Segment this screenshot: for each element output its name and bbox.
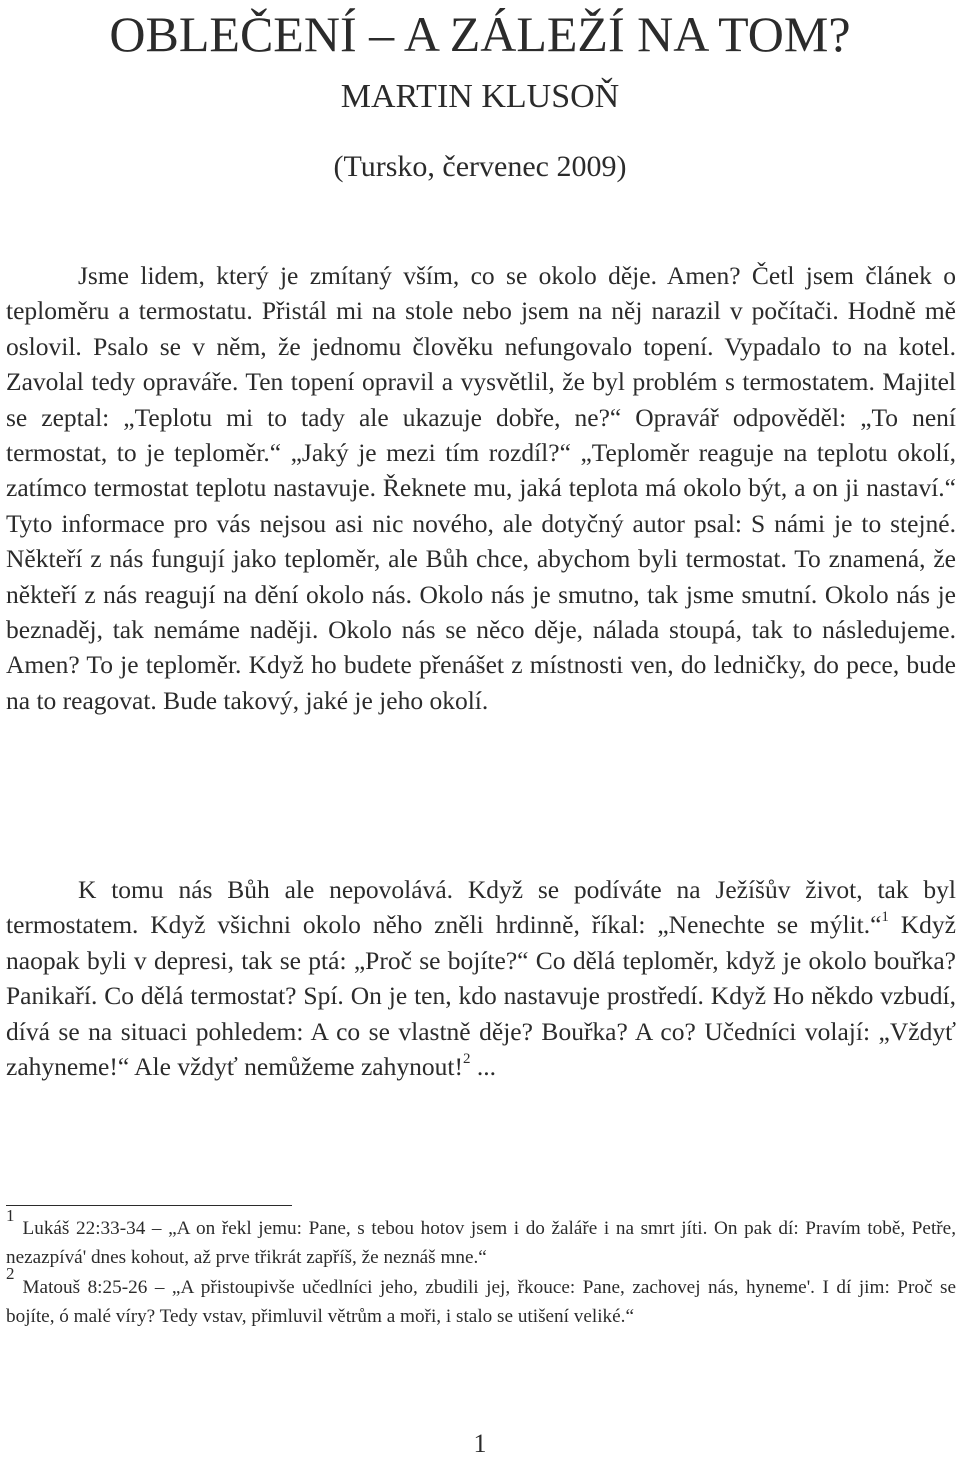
footnote-text-2: Matouš 8:25-26 – „A přistoupivše učedlníci jeho, zbudili jej, řkouce: Pane, zachovej nás, hyneme'. I dí jim: Proč se bojíte, ó malé víry? Tedy vstav, přimluvil větrům a moři, i stalo se utišení veliké.“ bbox=[6, 1276, 956, 1327]
footnote-text-1: Lukáš 22:33-34 – „A on řekl jemu: Pane, s tebou hotov jsem i do žaláře i na smrt jíti. On pak dí: Pravím tobě, Petře, nezazpívá' dnes kohout, až prve třikrát zapříš, že neznáš mne.“ bbox=[6, 1218, 956, 1269]
footnote-reference-2[interactable]: 2 bbox=[462, 1050, 471, 1067]
author-name: MARTIN KLUSOŇ bbox=[340, 78, 620, 115]
page-number: 1 bbox=[473, 1429, 487, 1458]
footnote-1 bbox=[6, 1205, 956, 1273]
body-paragraph-2 bbox=[6, 872, 956, 1084]
body-paragraph-1: Jsme lidem, který je zmítaný vším, co se okolo děje. Amen? Četl jsem článek o teploměru a termostatu. Přistál mi na stole nebo jsem na něj narazil v počítači. Hodně mě oslovil. Psalo se v něm, že jednomu člověku nefungovalo topení. Vypadalo to na kotel. Zavolal tedy opraváře. Ten topení opravil a vysvětlil, že byl problém s termostatem. Majitel se zeptal: „Teplotu mi to tady ale ukazuje dobře, ne?“ Opravář odpověděl: „To není termostat, to je teploměr.“ „Jaký je mezi tím rozdíl?“ „Teploměr reaguje na teplotu okolí, zatímco termostat teplotu nastavuje. Řeknete mu, jaká teplota má okolo být, a on ji nastaví.“ Tyto informace pro vás nejsou asi nic nového, ale dotyčný autor psal: S námi je to stejné. Někteří z nás fungují jako teploměr, ale Bůh chce, abychom byli termostat. To znamená, že někteří z nás reagují na dění okolo nás. Okolo nás je smutno, tak jsme smutní. Okolo nás je beznaděj, tak nemáme naději. Okolo nás se něco děje, nálada stoupá, tak to následujeme. Amen? To je teploměr. Když ho budete přenášet z místnosti ven, do ledničky, do pece, bude na to reagovat. Bude takový, jaké je jeho okolí. bbox=[6, 261, 956, 715]
footnote-mark-2: 2 bbox=[6, 1264, 15, 1284]
paragraph-2-text-part-3: ... bbox=[470, 1052, 496, 1082]
paragraph-2-text-part-2: Když naopak byli v depresi, tak se ptá: „Proč se bojíte?“ Co dělá teploměr, když je okolo bouřka? Panikaří. Co dělá termostat? Spí. On je ten, kdo nastavuje prostředí. Když Ho někdo vzbudí, dívá se na situaci pohledem: A co se vlastně děje? Bouřka? A co? Učedníci volají: „Vždyť zahyneme!“ Ale vždyť nemůžeme zahynout! bbox=[6, 910, 956, 1082]
paragraph-2-text-part-1: K tomu nás Bůh ale nepovolává. Když se podíváte na Ježíšův život, tak byl termostatem. Když všichni okolo něho zněli hrdinně, říkal: „Nenechte se mýlit.“ bbox=[6, 875, 956, 940]
footnote-mark-1: 1 bbox=[6, 1205, 15, 1225]
footnote-2 bbox=[6, 1264, 956, 1332]
footnote-separator bbox=[6, 1205, 292, 1206]
footnotes bbox=[6, 1205, 956, 1331]
place-date: (Tursko, červenec 2009) bbox=[333, 150, 627, 183]
page-title: OBLEČENÍ – A ZÁLEŽÍ NA TOM? bbox=[109, 6, 851, 62]
footnote-reference-1[interactable]: 1 bbox=[881, 908, 889, 925]
